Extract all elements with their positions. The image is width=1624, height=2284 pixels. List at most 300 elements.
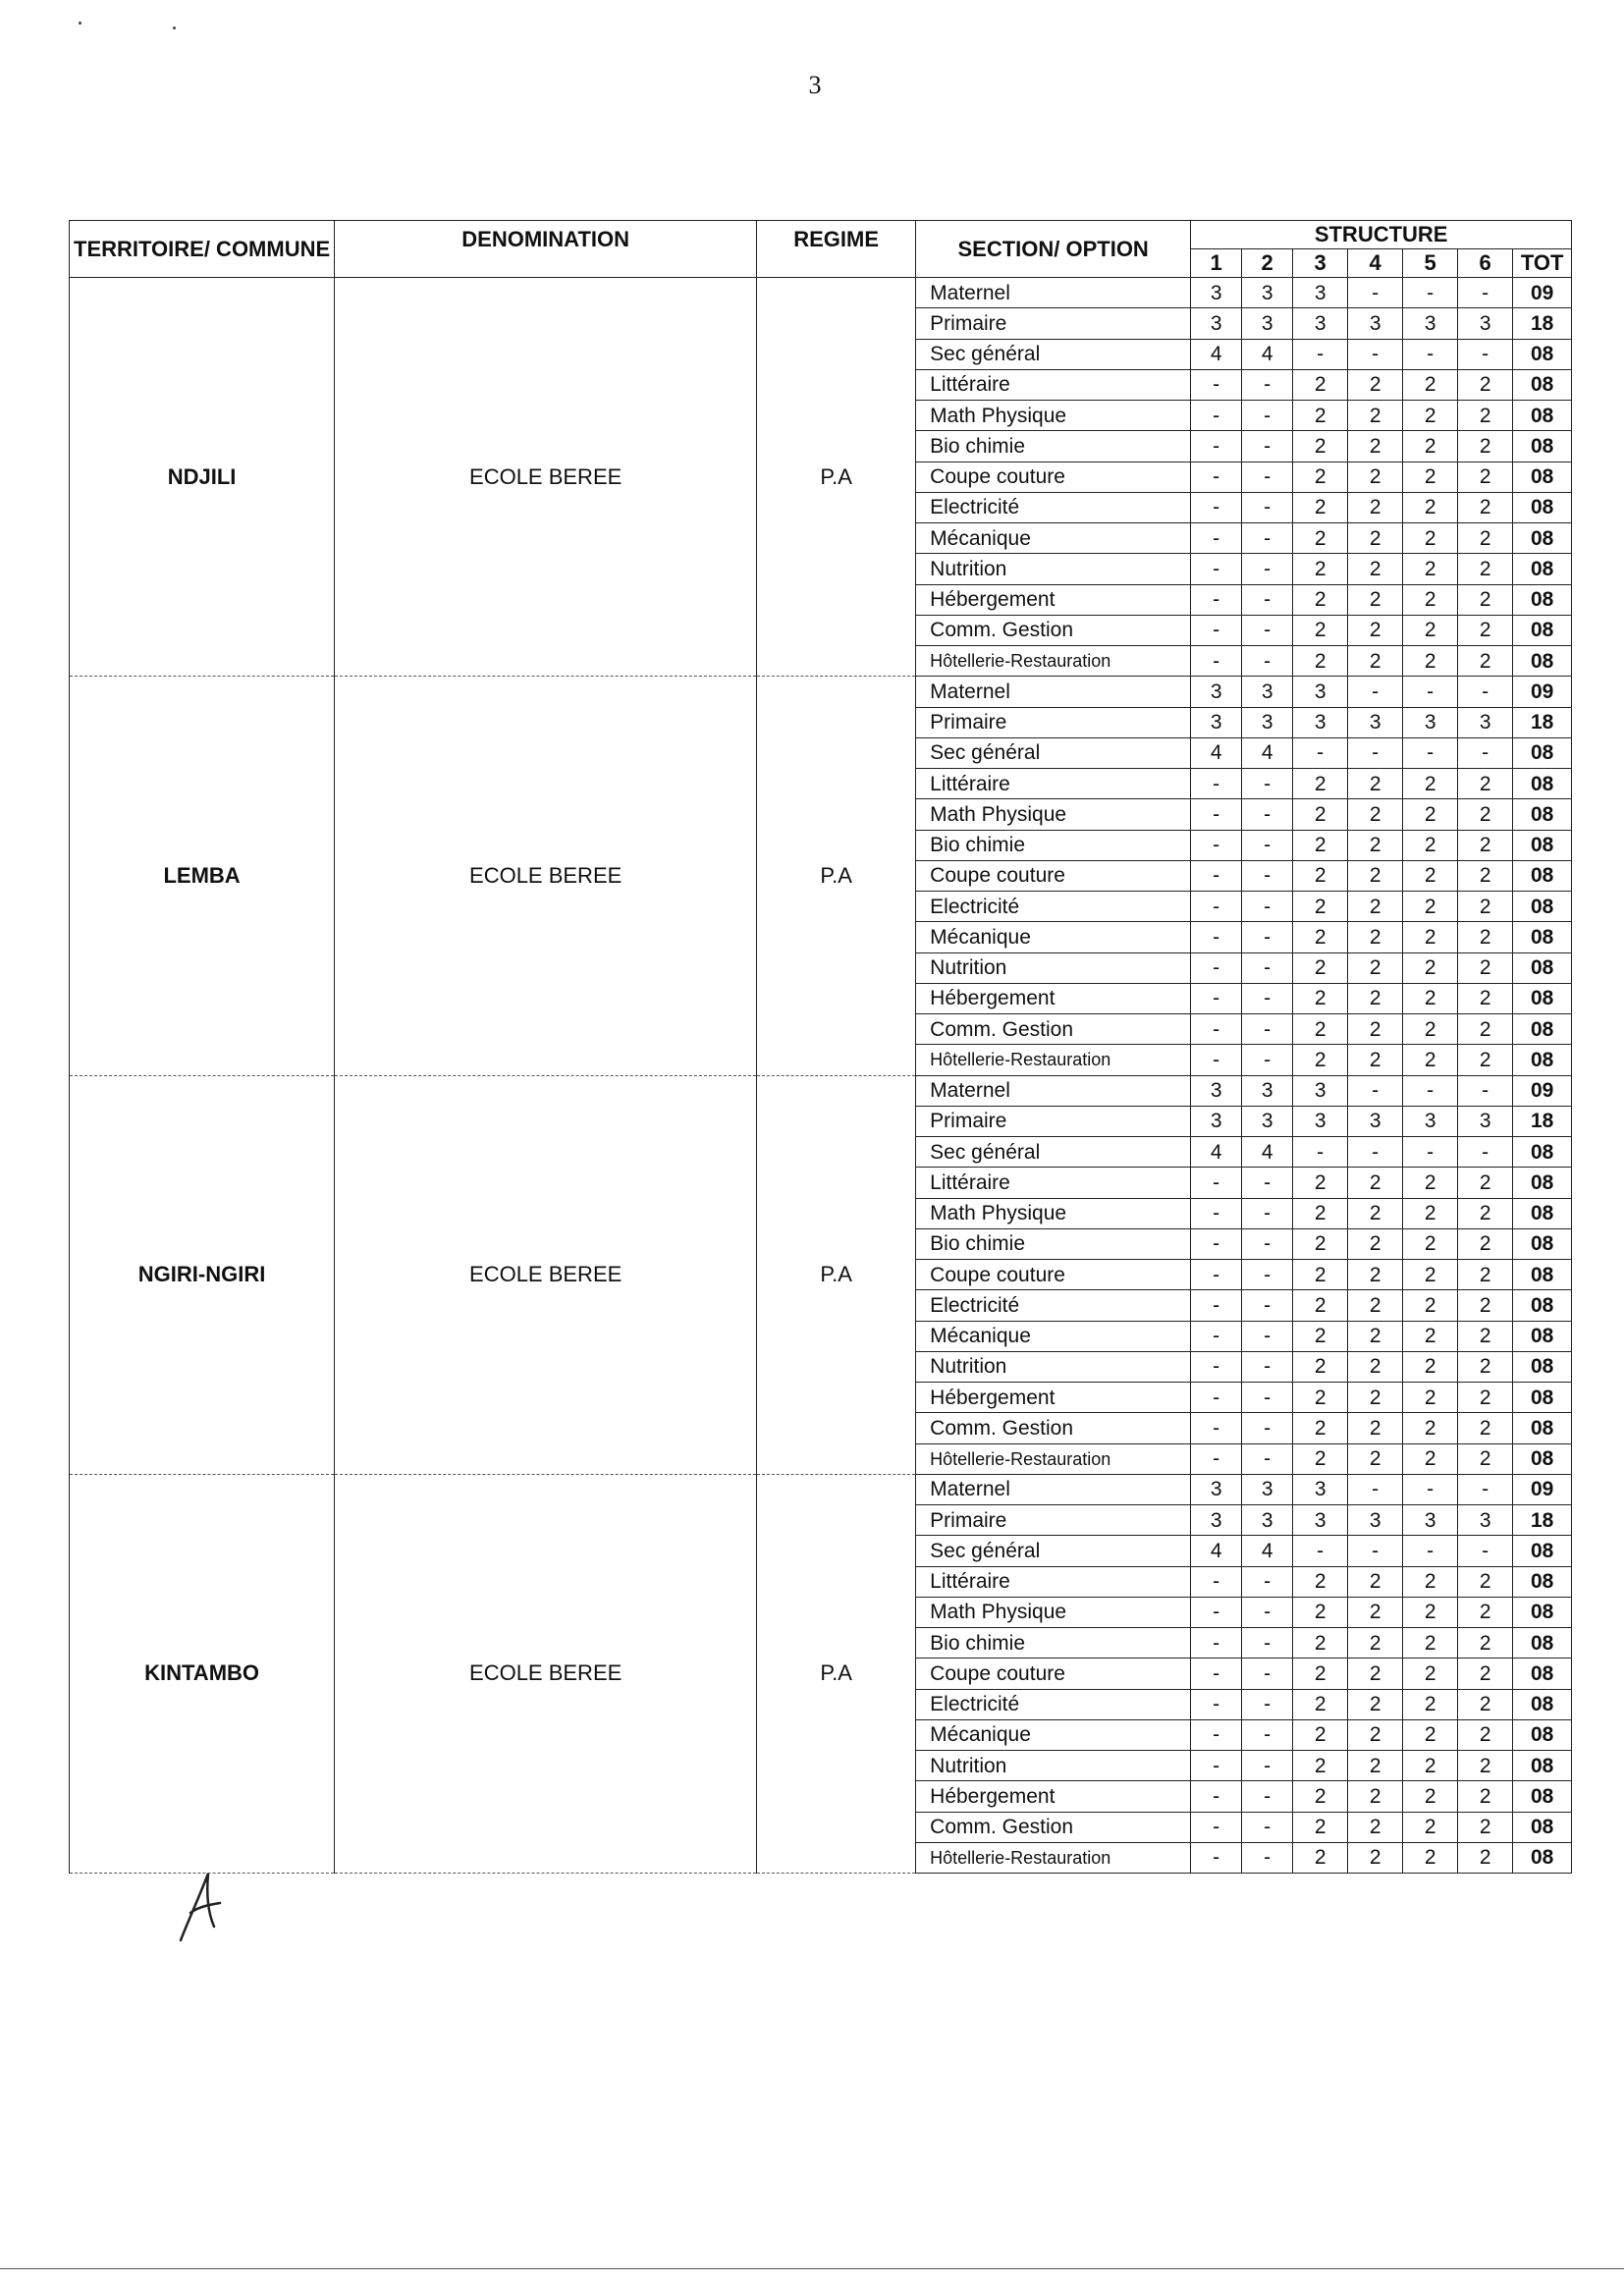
level-value-cell: 2 [1458, 1045, 1513, 1075]
level-value-cell: 2 [1293, 646, 1348, 677]
total-cell: 08 [1513, 339, 1572, 369]
level-value-cell: 2 [1293, 554, 1348, 584]
level-value-cell: - [1191, 1014, 1242, 1045]
level-value-cell: 2 [1458, 369, 1513, 400]
level-value-cell: - [1242, 492, 1293, 522]
level-value-cell: - [1242, 1045, 1293, 1075]
level-value-cell: - [1191, 1413, 1242, 1443]
level-value-cell: 3 [1242, 1106, 1293, 1136]
total-cell: 18 [1513, 1505, 1572, 1536]
option-cell: Hébergement [916, 1383, 1191, 1413]
option-cell: Mécanique [916, 1719, 1191, 1750]
denomination-cell: ECOLE BEREE [335, 1474, 757, 1873]
level-value-cell: - [1191, 1168, 1242, 1198]
page-number: 3 [808, 71, 822, 99]
level-value-cell: 2 [1348, 369, 1403, 400]
level-value-cell: 2 [1458, 1321, 1513, 1351]
level-value-cell: 2 [1403, 1842, 1458, 1873]
option-cell: Bio chimie [916, 1228, 1191, 1259]
level-value-cell: - [1191, 523, 1242, 554]
level-value-cell: 4 [1191, 1536, 1242, 1566]
level-value-cell: 2 [1403, 492, 1458, 522]
level-value-cell: 2 [1458, 830, 1513, 860]
option-cell: Math Physique [916, 1198, 1191, 1228]
option-cell: Primaire [916, 308, 1191, 339]
level-value-cell: 3 [1293, 308, 1348, 339]
level-value-cell: 2 [1348, 1260, 1403, 1290]
level-value-cell: 2 [1458, 1751, 1513, 1781]
level-value-cell: 2 [1403, 431, 1458, 462]
level-value-cell: 2 [1348, 523, 1403, 554]
level-value-cell: - [1242, 1290, 1293, 1321]
total-cell: 08 [1513, 983, 1572, 1013]
level-value-cell: 2 [1293, 492, 1348, 522]
level-value-cell: - [1242, 615, 1293, 645]
header-level: 3 [1293, 249, 1348, 278]
level-value-cell: 3 [1403, 707, 1458, 737]
level-value-cell: 3 [1191, 1505, 1242, 1536]
header-regime: REGIME [757, 221, 916, 278]
level-value-cell: - [1191, 1751, 1242, 1781]
regime-cell: P.A [757, 1075, 916, 1474]
level-value-cell: 2 [1348, 615, 1403, 645]
total-cell: 08 [1513, 584, 1572, 615]
level-value-cell: 3 [1403, 1505, 1458, 1536]
level-value-cell: - [1403, 1075, 1458, 1106]
header-level: 1 [1191, 249, 1242, 278]
level-value-cell: 2 [1403, 892, 1458, 922]
level-value-cell: 3 [1242, 1474, 1293, 1504]
total-cell: 08 [1513, 1321, 1572, 1351]
level-value-cell: 2 [1458, 983, 1513, 1013]
level-value-cell: - [1191, 1689, 1242, 1719]
level-value-cell: 2 [1458, 646, 1513, 677]
header-tot: TOT [1513, 249, 1572, 278]
level-value-cell: 2 [1348, 431, 1403, 462]
level-value-cell: - [1458, 677, 1513, 707]
level-value-cell: - [1242, 1168, 1293, 1198]
level-value-cell: - [1242, 892, 1293, 922]
level-value-cell: - [1242, 1351, 1293, 1382]
option-cell: Nutrition [916, 952, 1191, 983]
level-value-cell: 3 [1191, 308, 1242, 339]
level-value-cell: - [1348, 339, 1403, 369]
level-value-cell: 2 [1458, 431, 1513, 462]
option-cell: Maternel [916, 677, 1191, 707]
level-value-cell: 2 [1293, 1228, 1348, 1259]
total-cell: 08 [1513, 462, 1572, 492]
level-value-cell: 2 [1293, 1597, 1348, 1627]
level-value-cell: - [1191, 1290, 1242, 1321]
table-row [70, 278, 1572, 308]
total-cell: 08 [1513, 646, 1572, 677]
level-value-cell: 2 [1348, 1443, 1403, 1474]
option-cell: Coupe couture [916, 1260, 1191, 1290]
level-value-cell: - [1242, 1228, 1293, 1259]
total-cell: 08 [1513, 369, 1572, 400]
level-value-cell: 4 [1191, 1137, 1242, 1168]
level-value-cell: 2 [1403, 1290, 1458, 1321]
level-value-cell: - [1191, 646, 1242, 677]
level-value-cell: - [1348, 278, 1403, 308]
level-value-cell: 2 [1458, 1260, 1513, 1290]
level-value-cell: - [1242, 1751, 1293, 1781]
level-value-cell: - [1242, 431, 1293, 462]
level-value-cell: - [1242, 1719, 1293, 1750]
level-value-cell: 2 [1403, 1321, 1458, 1351]
total-cell: 08 [1513, 769, 1572, 799]
level-value-cell: 2 [1458, 1198, 1513, 1228]
level-value-cell: 2 [1403, 615, 1458, 645]
level-value-cell: 2 [1458, 1443, 1513, 1474]
level-value-cell: 2 [1348, 1842, 1403, 1873]
level-value-cell: - [1191, 1781, 1242, 1812]
option-cell: Hôtellerie-Restauration [916, 1045, 1191, 1075]
level-value-cell: 2 [1348, 554, 1403, 584]
total-cell: 18 [1513, 1106, 1572, 1136]
structure-table [69, 220, 1572, 1874]
level-value-cell: 3 [1403, 1106, 1458, 1136]
level-value-cell: 2 [1403, 1751, 1458, 1781]
level-value-cell: 2 [1348, 983, 1403, 1013]
level-value-cell: 2 [1348, 769, 1403, 799]
level-value-cell: 2 [1293, 584, 1348, 615]
level-value-cell: 2 [1293, 830, 1348, 860]
level-value-cell: 2 [1458, 1228, 1513, 1259]
level-value-cell: - [1191, 1383, 1242, 1413]
level-value-cell: - [1242, 860, 1293, 891]
level-value-cell: - [1242, 1383, 1293, 1413]
level-value-cell: - [1458, 1137, 1513, 1168]
level-value-cell: 2 [1458, 1351, 1513, 1382]
level-value-cell: - [1403, 677, 1458, 707]
level-value-cell: 2 [1458, 1413, 1513, 1443]
level-value-cell: 4 [1191, 737, 1242, 768]
option-cell: Maternel [916, 278, 1191, 308]
header-section-option: SECTION/ OPTION [916, 221, 1191, 278]
total-cell: 08 [1513, 1383, 1572, 1413]
level-value-cell: 2 [1403, 523, 1458, 554]
level-value-cell: - [1191, 1628, 1242, 1659]
option-cell: Mécanique [916, 1321, 1191, 1351]
option-cell: Primaire [916, 1106, 1191, 1136]
level-value-cell: 2 [1348, 1566, 1403, 1597]
total-cell: 08 [1513, 1137, 1572, 1168]
level-value-cell: - [1191, 892, 1242, 922]
level-value-cell: - [1191, 615, 1242, 645]
total-cell: 08 [1513, 1566, 1572, 1597]
level-value-cell: - [1242, 1628, 1293, 1659]
level-value-cell: 2 [1458, 615, 1513, 645]
level-value-cell: - [1191, 1045, 1242, 1075]
option-cell: Coupe couture [916, 462, 1191, 492]
level-value-cell: 3 [1191, 1474, 1242, 1504]
denomination-cell: ECOLE BEREE [335, 1075, 757, 1474]
level-value-cell: - [1242, 922, 1293, 952]
level-value-cell: 2 [1458, 1014, 1513, 1045]
option-cell: Comm. Gestion [916, 1812, 1191, 1842]
total-cell: 08 [1513, 952, 1572, 983]
total-cell: 08 [1513, 1228, 1572, 1259]
level-value-cell: 2 [1458, 492, 1513, 522]
level-value-cell: - [1242, 1659, 1293, 1689]
level-value-cell: 2 [1348, 1628, 1403, 1659]
total-cell: 08 [1513, 401, 1572, 431]
level-value-cell: - [1191, 401, 1242, 431]
option-cell: Electricité [916, 1290, 1191, 1321]
level-value-cell: - [1191, 1198, 1242, 1228]
level-value-cell: 2 [1458, 769, 1513, 799]
territoire-cell: LEMBA [70, 677, 335, 1075]
option-cell: Mécanique [916, 523, 1191, 554]
level-value-cell: 2 [1293, 1781, 1348, 1812]
level-value-cell: - [1348, 1075, 1403, 1106]
option-cell: Electricité [916, 492, 1191, 522]
level-value-cell: 2 [1348, 830, 1403, 860]
level-value-cell: 3 [1348, 1106, 1403, 1136]
level-value-cell: 2 [1458, 1383, 1513, 1413]
option-cell: Maternel [916, 1474, 1191, 1504]
total-cell: 08 [1513, 892, 1572, 922]
level-value-cell: 2 [1293, 1842, 1348, 1873]
table-row [70, 1474, 1572, 1504]
level-value-cell: 2 [1293, 860, 1348, 891]
level-value-cell: 2 [1293, 1719, 1348, 1750]
level-value-cell: 2 [1293, 462, 1348, 492]
level-value-cell: 2 [1403, 369, 1458, 400]
level-value-cell: 2 [1293, 1260, 1348, 1290]
option-cell: Hébergement [916, 983, 1191, 1013]
level-value-cell: 2 [1348, 1597, 1403, 1627]
level-value-cell: 2 [1403, 983, 1458, 1013]
option-cell: Maternel [916, 1075, 1191, 1106]
option-cell: Hôtellerie-Restauration [916, 646, 1191, 677]
level-value-cell: 2 [1293, 1014, 1348, 1045]
total-cell: 08 [1513, 523, 1572, 554]
total-cell: 08 [1513, 1351, 1572, 1382]
level-value-cell: - [1348, 1137, 1403, 1168]
option-cell: Coupe couture [916, 1659, 1191, 1689]
total-cell: 08 [1513, 830, 1572, 860]
option-cell: Sec général [916, 737, 1191, 768]
level-value-cell: - [1242, 401, 1293, 431]
level-value-cell: 2 [1403, 1781, 1458, 1812]
level-value-cell: 3 [1242, 707, 1293, 737]
level-value-cell: 2 [1403, 1719, 1458, 1750]
level-value-cell: 2 [1403, 462, 1458, 492]
level-value-cell: 2 [1293, 1628, 1348, 1659]
level-value-cell: 2 [1348, 1321, 1403, 1351]
option-cell: Nutrition [916, 554, 1191, 584]
total-cell: 08 [1513, 1045, 1572, 1075]
level-value-cell: 4 [1242, 339, 1293, 369]
level-value-cell: - [1191, 462, 1242, 492]
level-value-cell: 2 [1293, 1045, 1348, 1075]
table-row [70, 677, 1572, 707]
total-cell: 09 [1513, 677, 1572, 707]
level-value-cell: 2 [1458, 554, 1513, 584]
total-cell: 09 [1513, 1075, 1572, 1106]
level-value-cell: - [1348, 677, 1403, 707]
level-value-cell: - [1242, 1812, 1293, 1842]
level-value-cell: - [1191, 830, 1242, 860]
level-value-cell: - [1348, 1474, 1403, 1504]
level-value-cell: 2 [1293, 922, 1348, 952]
level-value-cell: 2 [1348, 1290, 1403, 1321]
level-value-cell: - [1191, 1228, 1242, 1259]
level-value-cell: 2 [1293, 523, 1348, 554]
total-cell: 08 [1513, 737, 1572, 768]
level-value-cell: 2 [1348, 1689, 1403, 1719]
header-denomination: DENOMINATION [335, 221, 757, 278]
level-value-cell: 4 [1242, 1536, 1293, 1566]
level-value-cell: 2 [1458, 1842, 1513, 1873]
total-cell: 08 [1513, 860, 1572, 891]
option-cell: Sec général [916, 339, 1191, 369]
scan-speck [79, 22, 81, 25]
level-value-cell: - [1403, 1536, 1458, 1566]
level-value-cell: 2 [1403, 1045, 1458, 1075]
header-territoire: TERRITOIRE/ COMMUNE [70, 221, 335, 278]
option-cell: Coupe couture [916, 860, 1191, 891]
level-value-cell: - [1348, 1536, 1403, 1566]
level-value-cell: 2 [1458, 1628, 1513, 1659]
level-value-cell: 2 [1293, 983, 1348, 1013]
level-value-cell: - [1242, 1842, 1293, 1873]
level-value-cell: 2 [1403, 922, 1458, 952]
total-cell: 08 [1513, 1659, 1572, 1689]
regime-cell: P.A [757, 278, 916, 677]
level-value-cell: 2 [1458, 892, 1513, 922]
level-value-cell: 2 [1458, 1566, 1513, 1597]
level-value-cell: - [1191, 1719, 1242, 1750]
level-value-cell: 2 [1293, 369, 1348, 400]
option-cell: Littéraire [916, 1566, 1191, 1597]
level-value-cell: - [1242, 799, 1293, 830]
level-value-cell: - [1403, 1474, 1458, 1504]
table-row [70, 1075, 1572, 1106]
level-value-cell: - [1293, 1137, 1348, 1168]
level-value-cell: 2 [1348, 1168, 1403, 1198]
level-value-cell: - [1242, 1260, 1293, 1290]
level-value-cell: - [1403, 737, 1458, 768]
level-value-cell: 2 [1458, 922, 1513, 952]
level-value-cell: - [1191, 952, 1242, 983]
total-cell: 08 [1513, 1168, 1572, 1198]
total-cell: 08 [1513, 431, 1572, 462]
level-value-cell: - [1242, 769, 1293, 799]
option-cell: Math Physique [916, 1597, 1191, 1627]
level-value-cell: - [1191, 922, 1242, 952]
level-value-cell: - [1191, 1443, 1242, 1474]
level-value-cell: 3 [1403, 308, 1458, 339]
level-value-cell: 2 [1348, 584, 1403, 615]
option-cell: Bio chimie [916, 830, 1191, 860]
level-value-cell: 4 [1191, 339, 1242, 369]
total-cell: 08 [1513, 1014, 1572, 1045]
regime-cell: P.A [757, 677, 916, 1075]
level-value-cell: 2 [1403, 1597, 1458, 1627]
level-value-cell: 2 [1293, 615, 1348, 645]
level-value-cell: 3 [1293, 1075, 1348, 1106]
level-value-cell: 3 [1293, 1505, 1348, 1536]
level-value-cell: 2 [1403, 1413, 1458, 1443]
level-value-cell: - [1242, 462, 1293, 492]
level-value-cell: 4 [1242, 737, 1293, 768]
option-cell: Nutrition [916, 1351, 1191, 1382]
level-value-cell: 2 [1458, 523, 1513, 554]
total-cell: 08 [1513, 1842, 1572, 1873]
level-value-cell: 3 [1242, 308, 1293, 339]
level-value-cell: - [1191, 1659, 1242, 1689]
level-value-cell: 2 [1293, 1443, 1348, 1474]
total-cell: 08 [1513, 1751, 1572, 1781]
level-value-cell: 2 [1293, 1168, 1348, 1198]
level-value-cell: 2 [1348, 1228, 1403, 1259]
level-value-cell: 2 [1293, 1751, 1348, 1781]
level-value-cell: - [1242, 1597, 1293, 1627]
level-value-cell: - [1403, 339, 1458, 369]
level-value-cell: 2 [1293, 799, 1348, 830]
total-cell: 08 [1513, 1597, 1572, 1627]
level-value-cell: 2 [1403, 1383, 1458, 1413]
level-value-cell: - [1191, 431, 1242, 462]
level-value-cell: 2 [1348, 860, 1403, 891]
option-cell: Mécanique [916, 922, 1191, 952]
level-value-cell: 2 [1348, 1351, 1403, 1382]
total-cell: 18 [1513, 707, 1572, 737]
territoire-cell: NDJILI [70, 278, 335, 677]
level-value-cell: 2 [1348, 1014, 1403, 1045]
level-value-cell: 3 [1348, 1505, 1403, 1536]
level-value-cell: - [1458, 278, 1513, 308]
total-cell: 09 [1513, 278, 1572, 308]
total-cell: 08 [1513, 1536, 1572, 1566]
level-value-cell: - [1191, 983, 1242, 1013]
option-cell: Comm. Gestion [916, 1014, 1191, 1045]
level-value-cell: - [1242, 584, 1293, 615]
total-cell: 08 [1513, 1719, 1572, 1750]
header-level: 2 [1242, 249, 1293, 278]
level-value-cell: 2 [1403, 1198, 1458, 1228]
denomination-cell: ECOLE BEREE [335, 278, 757, 677]
option-cell: Hébergement [916, 584, 1191, 615]
option-cell: Electricité [916, 892, 1191, 922]
level-value-cell: - [1191, 1597, 1242, 1627]
territoire-cell: NGIRI-NGIRI [70, 1075, 335, 1474]
level-value-cell: 2 [1403, 584, 1458, 615]
level-value-cell: 2 [1348, 1383, 1403, 1413]
level-value-cell: 3 [1293, 707, 1348, 737]
level-value-cell: - [1348, 737, 1403, 768]
level-value-cell: - [1191, 554, 1242, 584]
level-value-cell: 2 [1458, 952, 1513, 983]
level-value-cell: - [1191, 799, 1242, 830]
level-value-cell: - [1458, 737, 1513, 768]
level-value-cell: 2 [1348, 401, 1403, 431]
option-cell: Hébergement [916, 1781, 1191, 1812]
level-value-cell: - [1403, 1137, 1458, 1168]
level-value-cell: 2 [1458, 584, 1513, 615]
total-cell: 08 [1513, 1443, 1572, 1474]
level-value-cell: 2 [1458, 1168, 1513, 1198]
scan-speck [173, 27, 176, 29]
level-value-cell: - [1403, 278, 1458, 308]
option-cell: Sec général [916, 1137, 1191, 1168]
level-value-cell: 3 [1191, 1106, 1242, 1136]
level-value-cell: 3 [1242, 1075, 1293, 1106]
total-cell: 09 [1513, 1474, 1572, 1504]
